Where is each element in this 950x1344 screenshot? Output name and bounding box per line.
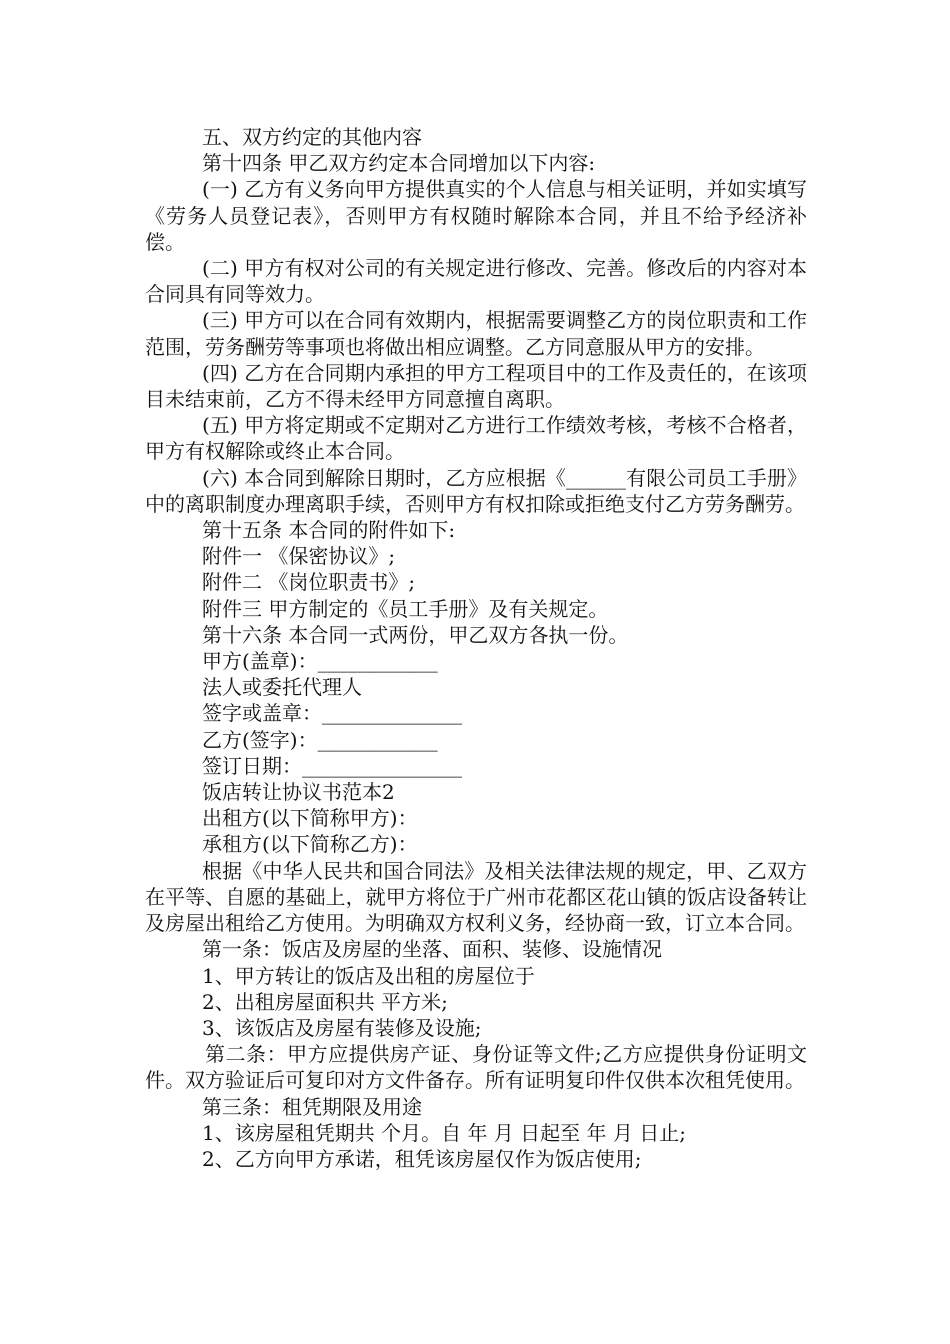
article-1-item-3: 3、该饭店及房屋有装修及设施; <box>202 1015 482 1040</box>
legal-representative-line: 法人或委托代理人 <box>202 675 362 700</box>
attachment-2: 附件二 《岗位职责书》; <box>202 570 416 595</box>
signature-line: 签字或盖章：______________ <box>202 701 462 726</box>
lessor-line: 出租方(以下简称甲方)： <box>202 806 418 831</box>
section-heading: 五、双方约定的其他内容 <box>202 125 422 149</box>
clause-14-item-1: (一) 乙方有义务向甲方提供真实的个人信息与相关证明，并如实填写《劳务人员登记表》，否则甲方有权随时解除本合同，并且不给予经济补偿。 <box>145 177 807 254</box>
clause-14-item-2: (二) 甲方有权对公司的有关规定进行修改、完善。修改后的内容对本合同具有同等效力。 <box>145 256 807 307</box>
clause-14: 第十四条 甲乙双方约定本合同增加以下内容: <box>202 151 596 176</box>
article-2: 第二条：甲方应提供房产证、身份证等文件;乙方应提供身份证明文件。双方验证后可复印对方文件备存。所有证明复印件仅供本次租凭使用。 <box>145 1042 807 1093</box>
article-1-item-2: 2、出租房屋面积共 平方米; <box>202 989 448 1014</box>
clause-14-item-5: (五) 甲方将定期或不定期对乙方进行工作绩效考核，考核不合格者，甲方有权解除或终止本合同。 <box>145 413 807 464</box>
sign-date-line: 签订日期：________________ <box>202 753 462 778</box>
clause-15: 第十五条 本合同的附件如下: <box>202 518 456 543</box>
attachment-1: 附件一 《保密协议》; <box>202 544 396 569</box>
clause-14-item-4: (四) 乙方在合同期内承担的甲方工程项目中的工作及责任的，在该项目未结束前，乙方不得未经甲方同意擅自离职。 <box>145 360 807 412</box>
attachment-3: 附件三 甲方制定的《员工手册》及有关规定。 <box>202 596 609 621</box>
clause-14-item-6: (六) 本合同到解除日期时，乙方应根据《______有限公司员工手册》中的离职制度办理离职手续，否则甲方有权扣除或拒绝支付乙方劳务酬劳。 <box>145 465 807 516</box>
template-title: 饭店转让协议书范本2 <box>202 780 395 805</box>
article-1: 第一条：饭店及房屋的坐落、面积、装修、设施情况 <box>202 937 662 962</box>
article-1-item-1: 1、甲方转让的饭店及出租的房屋位于 <box>202 963 535 988</box>
document-page <box>145 124 807 1172</box>
party-a-seal-line: 甲方(盖章)：____________ <box>202 649 438 674</box>
clause-16: 第十六条 本合同一式两份，甲乙双方各执一份。 <box>202 622 629 647</box>
clause-14-item-3: (三) 甲方可以在合同有效期内，根据需要调整乙方的岗位职责和工作范围，劳务酬劳等事项也将做出相应调整。乙方同意服从甲方的安排。 <box>145 308 807 359</box>
article-3: 第三条：租凭期限及用途 <box>202 1094 422 1119</box>
article-3-item-2: 2、乙方向甲方承诺，租凭该房屋仅作为饭店使用; <box>202 1146 642 1171</box>
lessee-line: 承租方(以下简称乙方)： <box>202 832 418 857</box>
article-3-item-1: 1、该房屋租凭期共 个月。自 年 月 日起至 年 月 日止; <box>202 1120 686 1145</box>
preamble: 根据《中华人民共和国合同法》及相关法律法规的规定，甲、乙双方在平等、自愿的基础上，就甲方将位于广州市花都区花山镇的饭店设备转让及房屋出租给乙方使用。为明确双方权利义务，经协商一致，订立本合同。 <box>145 858 807 936</box>
party-b-signature-line: 乙方(签字)：____________ <box>202 727 438 752</box>
